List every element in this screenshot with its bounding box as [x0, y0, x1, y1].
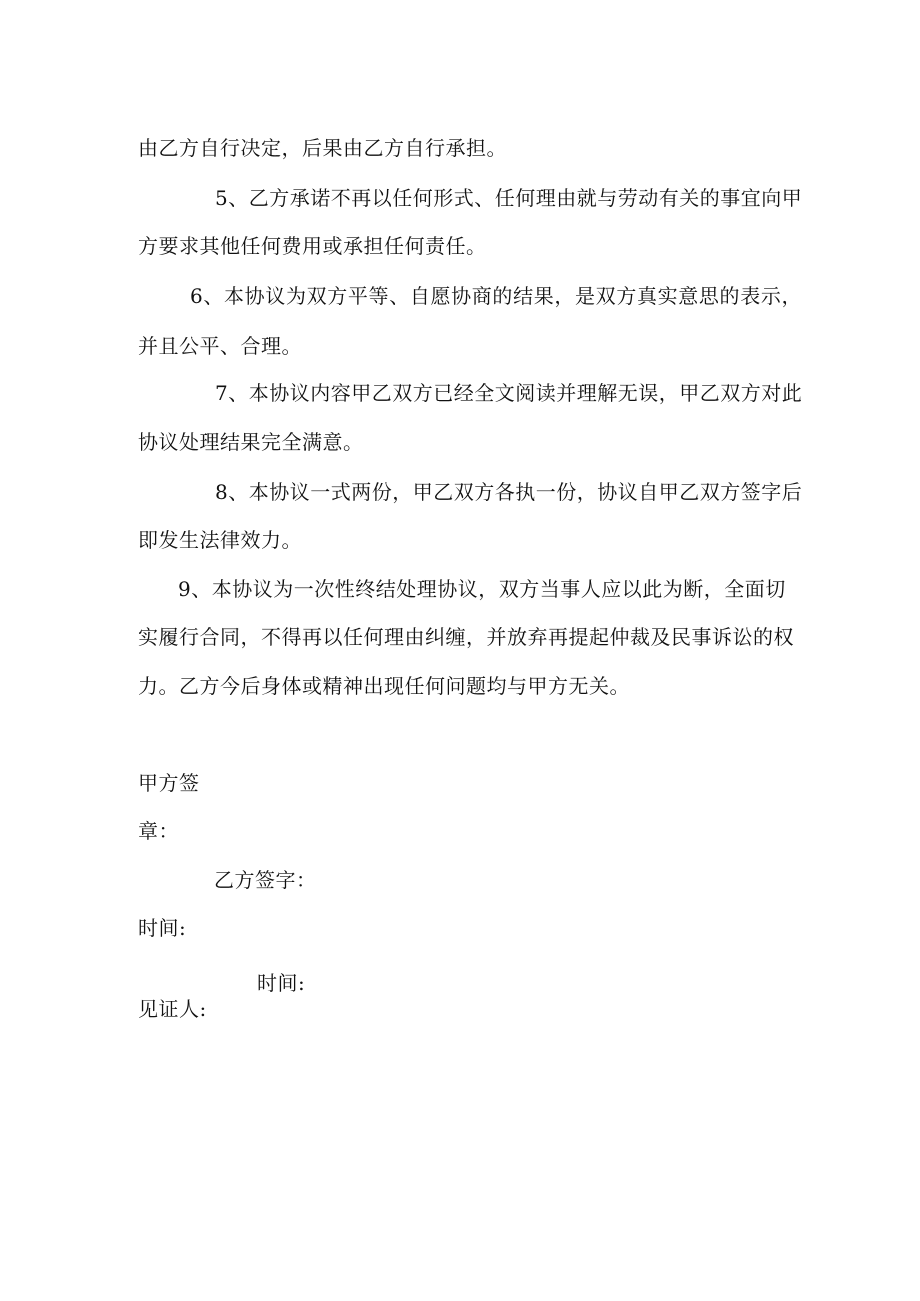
clause-9-line-3: 力。乙方今后身体或精神出现任何问题均与甲方无关。 — [138, 674, 630, 698]
clause-6-line-2: 并且公平、合理。 — [138, 334, 302, 358]
clause-8-line-2: 即发生法律效力。 — [138, 528, 302, 552]
party-a-seal-label-1: 甲方签 — [138, 771, 200, 795]
clause-5-line-2: 方要求其他任何费用或承担任何责任。 — [138, 234, 487, 258]
party-a-time-label: 时间: — [138, 916, 187, 940]
clause-5-line-1: 5、乙方承诺不再以任何形式、任何理由就与劳动有关的事宜向甲 — [215, 186, 803, 210]
clause-7-line-2: 协议处理结果完全满意。 — [138, 430, 364, 454]
party-b-signature-label: 乙方签字： — [214, 868, 317, 892]
clause-9-line-1: 9、本协议为一次性终结处理协议，双方当事人应以此为断，全面切 — [178, 577, 786, 601]
clause-6-line-1: 6、本协议为双方平等、自愿协商的结果，是双方真实意思的表示， — [190, 284, 802, 308]
text-line-1: 由乙方自行决定，后果由乙方自行承担。 — [138, 136, 507, 160]
party-a-seal-label-2: 章： — [138, 819, 179, 843]
clause-7-line-1: 7、本协议内容甲乙双方已经全文阅读并理解无误，甲乙双方对此 — [215, 381, 803, 405]
party-b-time-label: 时间: — [257, 971, 306, 995]
witness-label: 见证人: — [138, 997, 207, 1021]
clause-9-line-2: 实履行合同，不得再以任何理由纠缠，并放弃再提起仲裁及民事诉讼的权 — [138, 625, 794, 649]
clause-8-line-1: 8、本协议一式两份，甲乙双方各执一份，协议自甲乙双方签字后 — [215, 480, 803, 504]
